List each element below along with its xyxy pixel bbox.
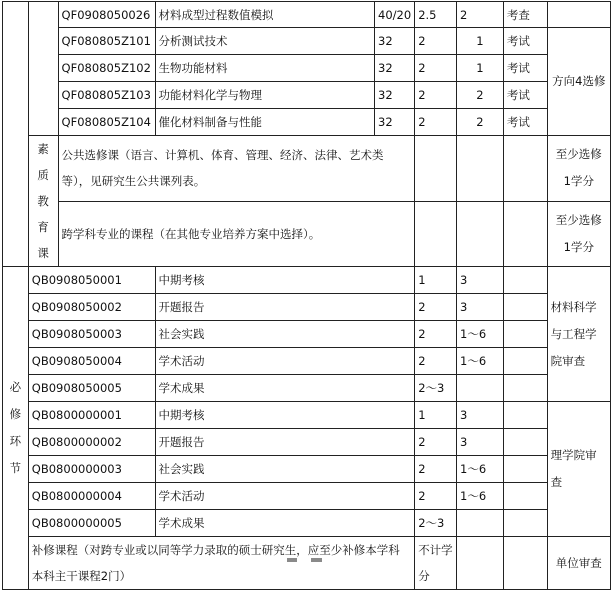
course-semester: 3 [457,267,504,294]
course-semester: 1～6 [457,456,504,483]
empty-cell [503,510,547,537]
required-row [3,267,611,294]
course-name: 学术活动 [155,348,415,375]
course-credits: 2 [415,321,457,348]
group-note-direction: 方向4选修 [547,28,610,136]
course-name: 社会实践 [155,321,415,348]
course-semester: 1～6 [457,348,504,375]
course-semester [457,375,504,402]
course-semester: 2 [457,2,504,28]
course-name: 学术成果 [155,510,415,537]
category-cell-top [3,2,29,267]
empty-cell [503,294,547,321]
group-note-unit: 单位审查 [547,537,610,590]
empty-cell [503,456,547,483]
course-hours: 40/20 [375,2,415,28]
course-assessment: 考试 [503,109,547,136]
empty-cell [415,136,457,202]
course-hours: 32 [375,55,415,82]
scroll-fragment [311,558,322,562]
cross-discipline-text: 跨学科专业的课程（在其他专业培养方案中选择）。 [58,201,415,267]
course-semester [457,510,504,537]
empty-cell [503,321,547,348]
course-row [3,28,611,55]
course-row [3,2,611,28]
group-note-materials: 材料科学与工程学院审查 [547,267,610,402]
course-name: 社会实践 [155,456,415,483]
course-assessment: 考试 [503,55,547,82]
empty-cell [457,201,504,267]
course-hours: 32 [375,82,415,109]
min-credit-note: 至少选修 1学分 [547,136,610,202]
public-elective-text: 公共选修课（语言、计算机、体育、管理、经济、法律、艺术类等），见研究生公共课列表。 [58,136,415,202]
course-credits: 2 [415,429,457,456]
course-row [3,109,611,136]
course-semester: 2 [457,109,504,136]
course-name: 开题报告 [155,294,415,321]
course-semester: 1 [457,55,504,82]
empty-cell [503,201,547,267]
required-row [3,429,611,456]
course-code: QB0908050002 [28,294,155,321]
course-credits: 2 [415,55,457,82]
required-row [3,375,611,402]
course-code: QB0800000003 [28,456,155,483]
course-code: QF080805Z104 [58,109,155,136]
course-name: 催化材料制备与性能 [155,109,375,136]
course-credits: 2 [415,483,457,510]
course-code: QF080805Z102 [58,55,155,82]
required-row [3,510,611,537]
course-credits: 2～3 [415,510,457,537]
quality-education-label: 素 质 教 育 课 [28,136,58,267]
course-name: 学术活动 [155,483,415,510]
course-semester: 1～6 [457,483,504,510]
course-credits: 1 [415,402,457,429]
course-semester: 3 [457,402,504,429]
course-name: 中期考核 [155,402,415,429]
subcategory-cell-top [28,2,58,136]
course-credits: 2.5 [415,2,457,28]
course-semester: 1 [457,28,504,55]
min-credit-note: 至少选修 1学分 [547,201,610,267]
course-credits: 2 [415,109,457,136]
group-note-science: 理学院审查 [547,402,610,537]
course-credits: 2 [415,294,457,321]
empty-cell [503,136,547,202]
course-code: QF0908050026 [58,2,155,28]
empty-cell [503,267,547,294]
empty-cell [415,201,457,267]
course-code: QB0908050004 [28,348,155,375]
empty-cell [503,483,547,510]
course-note-empty [547,2,610,28]
curriculum-table [2,1,611,590]
course-name: 中期考核 [155,267,415,294]
course-code: QF080805Z103 [58,82,155,109]
required-row [3,348,611,375]
required-row [3,483,611,510]
course-credits: 2 [415,82,457,109]
required-row [3,321,611,348]
course-assessment: 考试 [503,82,547,109]
required-section-label: 必 修 环 节 [3,267,29,590]
empty-cell [503,348,547,375]
supplement-course-text: 补修课程（对跨专业或以同等学力录取的硕士研究生，应至少补修本学科本科主干课程2门） [28,537,414,590]
course-name: 分析测试技术 [155,28,375,55]
course-credits: 2 [415,28,457,55]
course-assessment: 考试 [503,28,547,55]
course-code: QF080805Z101 [58,28,155,55]
course-hours: 32 [375,28,415,55]
course-name: 生物功能材料 [155,55,375,82]
course-name: 功能材料化学与物理 [155,82,375,109]
course-semester: 3 [457,429,504,456]
empty-cell [503,375,547,402]
supplement-credits: 不计学分 [415,537,457,590]
scroll-fragment [287,558,297,562]
course-name: 材料成型过程数值模拟 [155,2,375,28]
course-credits: 2 [415,348,457,375]
course-code: QB0800000005 [28,510,155,537]
course-hours: 32 [375,109,415,136]
course-row [3,55,611,82]
course-row [3,82,611,109]
course-credits: 2 [415,456,457,483]
required-row [3,294,611,321]
course-assessment: 考查 [503,2,547,28]
required-row [3,402,611,429]
course-name: 开题报告 [155,429,415,456]
course-code: QB0800000004 [28,483,155,510]
course-code: QB0908050005 [28,375,155,402]
empty-cell [457,136,504,202]
course-code: QB0908050001 [28,267,155,294]
quality-row [3,136,611,202]
empty-cell [503,402,547,429]
course-semester: 2 [457,82,504,109]
course-code: QB0908050003 [28,321,155,348]
empty-cell [457,537,504,590]
course-code: QB0800000001 [28,402,155,429]
quality-row [3,201,611,267]
course-semester: 3 [457,294,504,321]
course-semester: 1～6 [457,321,504,348]
course-credits: 2～3 [415,375,457,402]
required-row [3,456,611,483]
course-name: 学术成果 [155,375,415,402]
course-credits: 1 [415,267,457,294]
empty-cell [503,537,547,590]
empty-cell [503,429,547,456]
supplement-row [3,537,611,590]
course-code: QB0800000002 [28,429,155,456]
